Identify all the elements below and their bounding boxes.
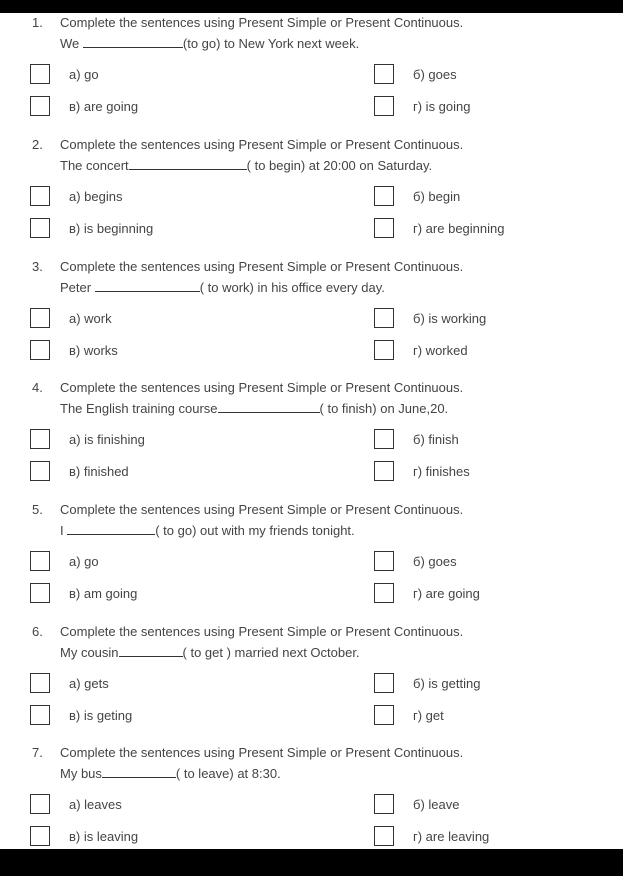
option-label: г) is going: [413, 99, 471, 114]
question-sentence: [60, 280, 385, 295]
option-checkbox[interactable]: [374, 340, 394, 360]
option-checkbox[interactable]: [374, 186, 394, 206]
option-label: в) are going: [69, 99, 139, 114]
option-label: а) go: [69, 554, 99, 569]
question-instruction: Complete the sentences using Present Simple or Present Continuous.: [60, 259, 464, 274]
option-checkbox[interactable]: [374, 826, 394, 846]
question-sentence: [60, 36, 359, 51]
option-checkbox[interactable]: [30, 551, 50, 571]
option-checkbox[interactable]: [30, 308, 50, 328]
question-instruction: Complete the sentences using Present Simple or Present Continuous.: [60, 745, 464, 760]
sentence-start: My cousin: [60, 645, 119, 660]
option-label: а) work: [69, 311, 112, 326]
sentence-start: We: [60, 36, 83, 51]
sentence-end: ( to begin) at 20:00 on Saturday.: [246, 158, 433, 173]
answer-blank: [129, 158, 247, 170]
question-sentence: [60, 158, 432, 173]
option-label: в) finished: [69, 464, 129, 479]
sentence-start: Peter: [60, 280, 95, 295]
answer-blank: [95, 280, 200, 292]
sentence-start: The English training course: [60, 401, 218, 416]
option-label: б) begin: [413, 189, 461, 204]
option-label: в) is geting: [69, 708, 133, 723]
option-label: в) am going: [69, 586, 138, 601]
option-checkbox[interactable]: [374, 551, 394, 571]
option-label: г) are leaving: [413, 829, 490, 844]
option-checkbox[interactable]: [374, 705, 394, 725]
sentence-end: (to go) to New York next week.: [182, 36, 360, 51]
question-sentence: [60, 645, 360, 660]
option-label: б) is working: [413, 311, 487, 326]
option-checkbox[interactable]: [30, 186, 50, 206]
option-checkbox[interactable]: [30, 429, 50, 449]
option-checkbox[interactable]: [374, 429, 394, 449]
option-label: б) finish: [413, 432, 459, 447]
option-checkbox[interactable]: [30, 673, 50, 693]
question-number: 4.: [32, 380, 43, 395]
option-checkbox[interactable]: [30, 794, 50, 814]
option-label: в) is beginning: [69, 221, 154, 236]
option-checkbox[interactable]: [30, 461, 50, 481]
sentence-end: ( to finish) on June,20.: [319, 401, 449, 416]
sentence-start: My bus: [60, 766, 102, 781]
option-label: б) is getting: [413, 676, 481, 691]
sentence-end: ( to get ) married next October.: [182, 645, 360, 660]
option-checkbox[interactable]: [30, 64, 50, 84]
question-sentence: [60, 523, 355, 538]
question-instruction: Complete the sentences using Present Simple or Present Continuous.: [60, 137, 464, 152]
sentence-end: ( to leave) at 8:30.: [175, 766, 281, 781]
question-number: 5.: [32, 502, 43, 517]
option-label: г) worked: [413, 343, 468, 358]
option-checkbox[interactable]: [30, 340, 50, 360]
option-label: г) get: [413, 708, 444, 723]
question-instruction: Complete the sentences using Present Simple or Present Continuous.: [60, 624, 464, 639]
sentence-start: The concert: [60, 158, 129, 173]
answer-blank: [67, 523, 155, 535]
option-checkbox[interactable]: [374, 673, 394, 693]
question-number: 6.: [32, 624, 43, 639]
answer-blank: [119, 645, 183, 657]
sentence-end: ( to work) in his office every day.: [199, 280, 385, 295]
sentence-end: ( to go) out with my friends tonight.: [155, 523, 355, 538]
question-number: 2.: [32, 137, 43, 152]
option-label: а) leaves: [69, 797, 122, 812]
option-checkbox[interactable]: [374, 218, 394, 238]
option-checkbox[interactable]: [374, 64, 394, 84]
worksheet-page: [0, 13, 623, 849]
option-label: а) begins: [69, 189, 123, 204]
question-number: 1.: [32, 15, 43, 30]
answer-blank: [83, 36, 183, 48]
question-sentence: [60, 401, 448, 416]
option-label: в) works: [69, 343, 118, 358]
answer-blank: [218, 401, 320, 413]
option-label: б) goes: [413, 554, 457, 569]
question-number: 7.: [32, 745, 43, 760]
option-checkbox[interactable]: [374, 461, 394, 481]
option-label: г) finishes: [413, 464, 470, 479]
option-checkbox[interactable]: [374, 794, 394, 814]
option-checkbox[interactable]: [30, 826, 50, 846]
question-number: 3.: [32, 259, 43, 274]
option-label: г) are going: [413, 586, 480, 601]
question-instruction: Complete the sentences using Present Simple or Present Continuous.: [60, 502, 464, 517]
option-checkbox[interactable]: [30, 583, 50, 603]
option-checkbox[interactable]: [30, 705, 50, 725]
answer-blank: [102, 766, 176, 778]
option-label: а) go: [69, 67, 99, 82]
question-instruction: Complete the sentences using Present Simple or Present Continuous.: [60, 380, 464, 395]
option-checkbox[interactable]: [374, 583, 394, 603]
question-sentence: [60, 766, 281, 781]
sentence-start: I: [60, 523, 68, 538]
option-checkbox[interactable]: [374, 96, 394, 116]
option-label: б) goes: [413, 67, 457, 82]
option-checkbox[interactable]: [30, 96, 50, 116]
option-label: б) leave: [413, 797, 460, 812]
option-label: в) is leaving: [69, 829, 139, 844]
option-label: а) is finishing: [69, 432, 145, 447]
option-checkbox[interactable]: [30, 218, 50, 238]
option-checkbox[interactable]: [374, 308, 394, 328]
question-instruction: Complete the sentences using Present Simple or Present Continuous.: [60, 15, 464, 30]
option-label: а) gets: [69, 676, 109, 691]
option-label: г) are beginning: [413, 221, 505, 236]
